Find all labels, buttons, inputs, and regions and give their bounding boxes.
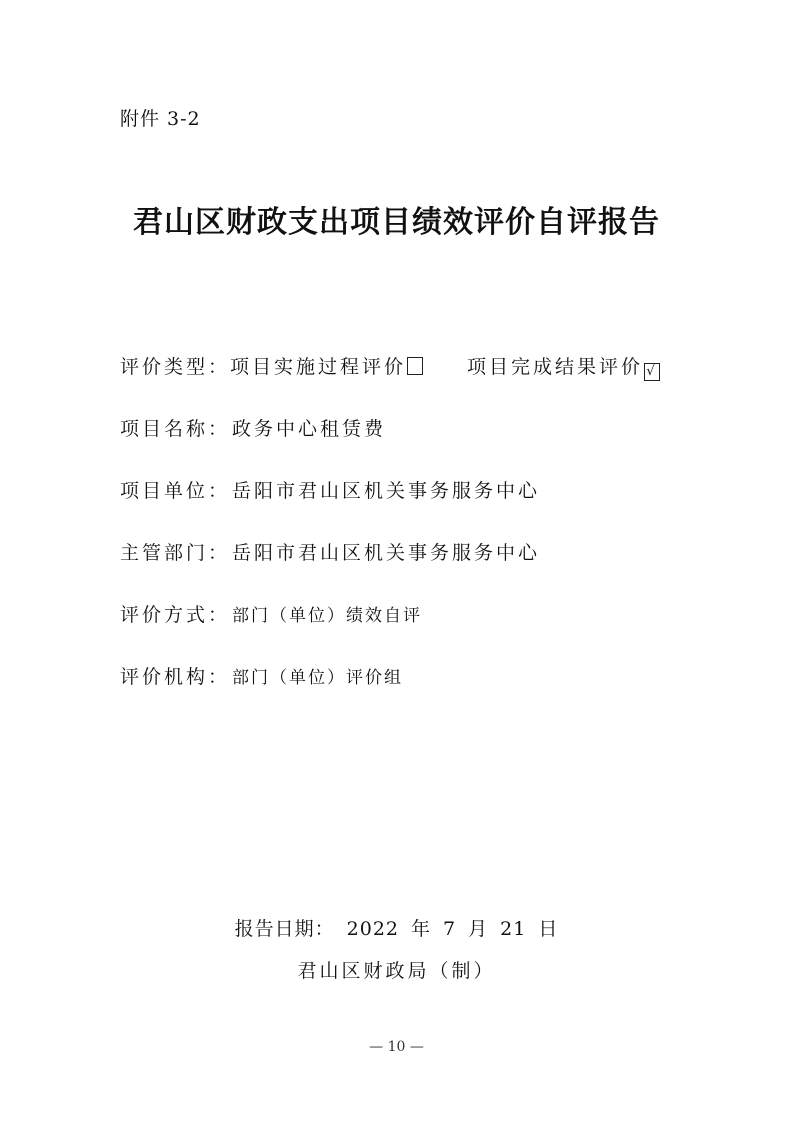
field-label: 评价方式：: [120, 604, 231, 626]
field-evaluation-method: [120, 600, 660, 631]
field-value: 部门（单位）评价组: [232, 668, 404, 688]
field-label: 主管部门：: [120, 542, 231, 564]
option-process-evaluation: 项目实施过程评价: [230, 356, 407, 378]
field-project-unit: [120, 476, 660, 507]
field-label: 项目名称：: [120, 418, 231, 440]
option-result-evaluation: 项目完成结果评价: [467, 356, 644, 378]
date-year: 2022: [346, 918, 400, 940]
field-value: 政务中心租赁费: [232, 418, 387, 440]
field-value: 岳阳市君山区机关事务服务中心: [232, 480, 541, 502]
issuing-organization: 君山区财政局（制）: [297, 960, 496, 982]
date-day-unit: 日: [538, 918, 559, 940]
date-month-unit: 月: [468, 918, 489, 940]
field-label: 评价机构：: [120, 666, 231, 688]
date-day: 21: [500, 918, 527, 940]
field-label: 评价类型：: [120, 356, 231, 378]
attachment-label: 附件 3-2: [120, 108, 201, 130]
checkbox-process-evaluation: [407, 357, 423, 375]
field-value: 部门（单位）绩效自评: [232, 606, 423, 626]
field-evaluation-agency: [120, 662, 660, 693]
page-title: 君山区财政支出项目绩效评价自评报告: [133, 205, 660, 240]
report-fields: [120, 352, 660, 724]
date-year-unit: 年: [411, 918, 432, 940]
field-supervising-department: [120, 538, 660, 569]
report-date: [0, 914, 793, 941]
checkbox-result-evaluation: √: [644, 363, 660, 381]
date-label: 报告日期：: [234, 918, 335, 940]
field-project-name: [120, 414, 660, 445]
page-number: — 10 —: [369, 1039, 424, 1055]
field-value: 岳阳市君山区机关事务服务中心: [232, 542, 541, 564]
field-evaluation-type: [120, 352, 660, 383]
date-month: 7: [443, 918, 457, 940]
field-label: 项目单位：: [120, 480, 231, 502]
